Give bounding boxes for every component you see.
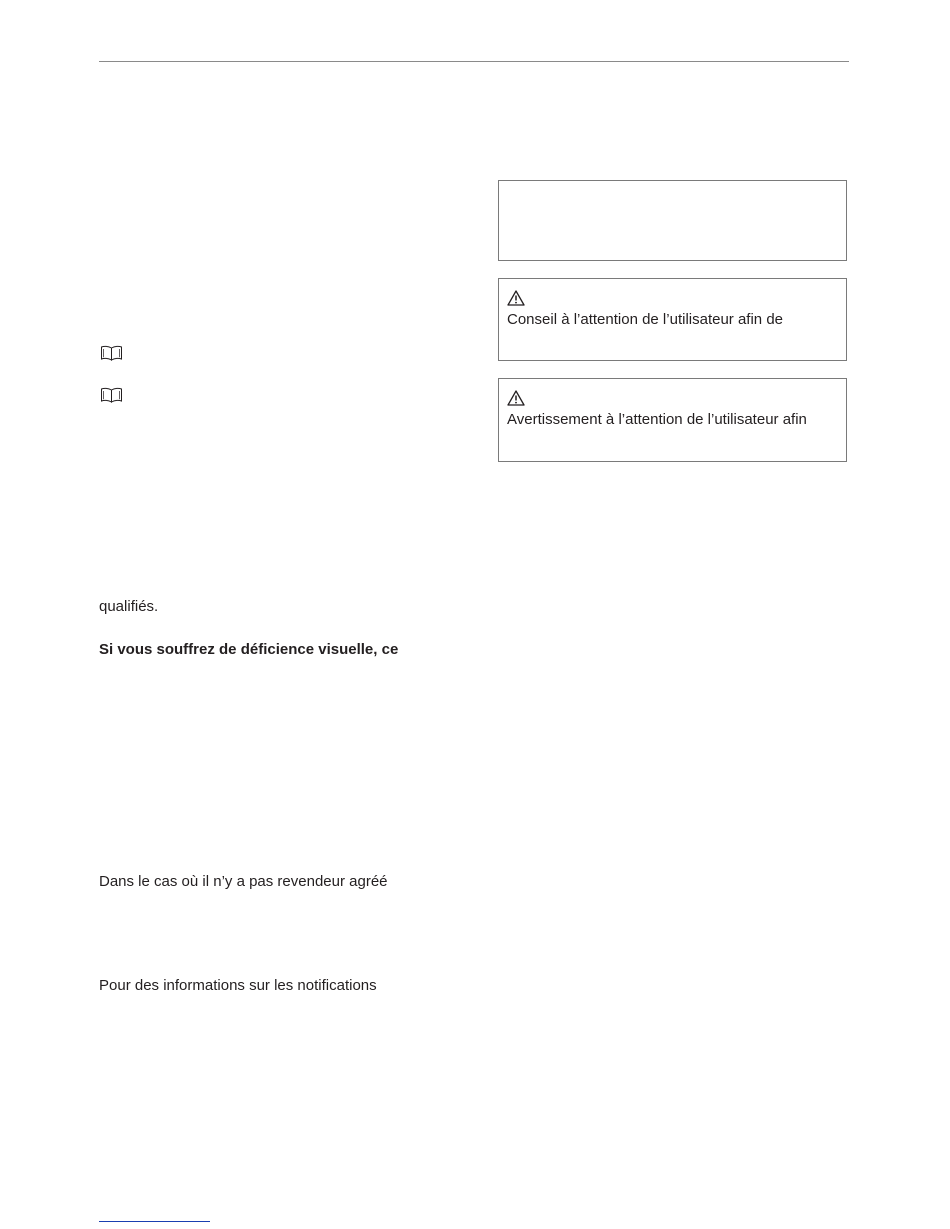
paragraph-notifications: Pour des informations sur les notifications xyxy=(99,977,377,994)
warning-box xyxy=(498,378,847,462)
caution-text: Conseil à l’attention de l’utilisateur afin de xyxy=(507,311,783,328)
paragraph-no-dealer: Dans le cas où il n’y a pas revendeur agréé xyxy=(99,873,388,890)
header-rule xyxy=(99,61,849,62)
paragraph-visual-impairment: Si vous souffrez de déficience visuelle, ce xyxy=(99,641,399,658)
warning-text: Avertissement à l’attention de l’utilisateur afin xyxy=(507,411,807,428)
caution-box xyxy=(498,278,847,361)
paragraph-qualified: qualifiés. xyxy=(99,598,159,615)
warning-triangle-icon xyxy=(507,390,525,406)
book-icon xyxy=(100,345,123,361)
warning-triangle-icon xyxy=(507,290,525,306)
footnote-rule xyxy=(99,1221,210,1222)
book-icon xyxy=(100,387,123,403)
note-box xyxy=(498,180,847,261)
